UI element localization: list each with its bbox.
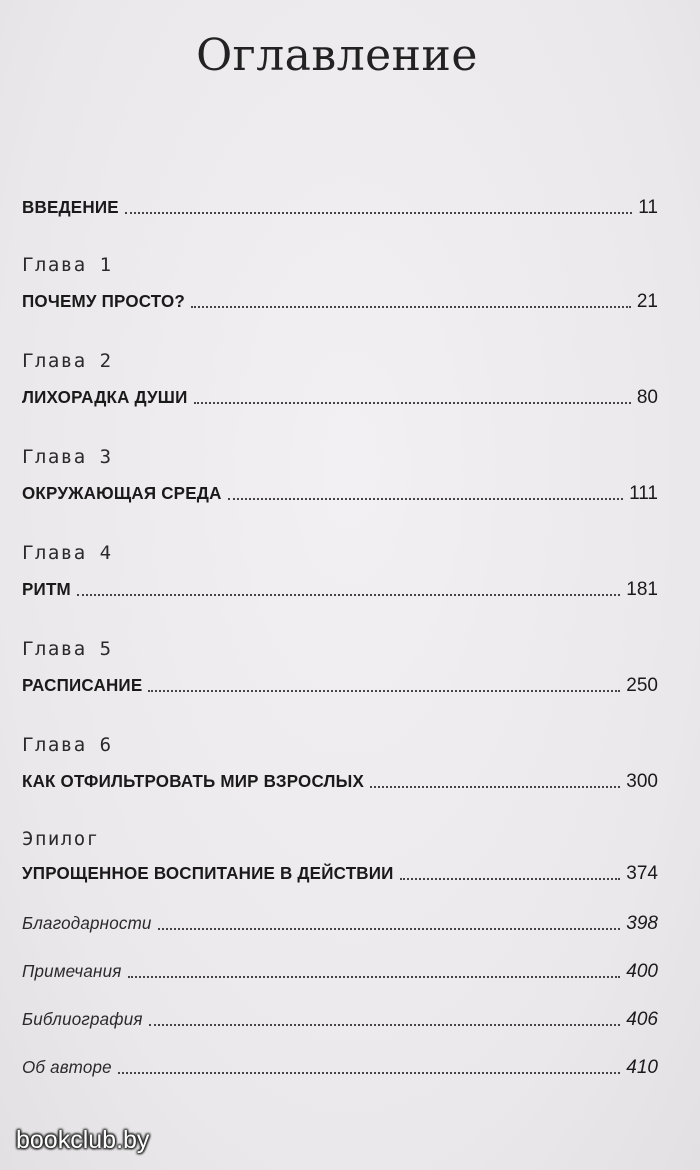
- toc-entry-title: РИТМ: [22, 579, 71, 600]
- dot-leader: [194, 401, 631, 404]
- dot-leader: [77, 593, 620, 596]
- toc-entry-page: 111: [629, 483, 658, 504]
- toc-entry-page: 181: [626, 579, 658, 600]
- dot-leader: [400, 877, 621, 880]
- chapter-label: Глава 1: [22, 254, 113, 276]
- toc-entry-chapter-1[interactable]: [22, 286, 658, 312]
- dot-leader: [148, 689, 620, 692]
- chapter-label: Глава 2: [22, 350, 113, 372]
- dot-leader: [158, 927, 621, 930]
- toc-entry-page: 11: [638, 197, 658, 218]
- toc-entry-title: КАК ОТФИЛЬТРОВАТЬ МИР ВЗРОСЛЫХ: [22, 771, 365, 792]
- toc-entry-title: ОКРУЖАЮЩАЯ СРЕДА: [22, 483, 222, 504]
- epilogue-label: Эпилог: [22, 828, 100, 850]
- dot-leader: [191, 305, 631, 308]
- toc-entry-title: Об авторе: [22, 1057, 112, 1078]
- toc-entry-title: ЛИХОРАДКА ДУШИ: [22, 387, 188, 408]
- dot-leader: [370, 785, 620, 788]
- chapter-label: Глава 5: [22, 638, 113, 660]
- toc-entry-chapter-2[interactable]: [22, 382, 658, 408]
- toc-entry-chapter-4[interactable]: [22, 574, 658, 600]
- toc-entry-title: ВВЕДЕНИЕ: [22, 197, 119, 218]
- dot-leader: [125, 211, 632, 214]
- toc-entry-page: 300: [626, 771, 658, 792]
- toc-entry-page: 374: [626, 863, 658, 884]
- watermark: bookclub.by: [16, 1126, 150, 1154]
- toc-entry-page: 21: [636, 291, 658, 312]
- page-title: Оглавление: [196, 30, 478, 81]
- dot-leader: [149, 1023, 621, 1026]
- toc-entry-chapter-6[interactable]: [22, 766, 658, 792]
- toc-entry-chapter-5[interactable]: [22, 670, 658, 696]
- toc-entry-chapter-3[interactable]: [22, 478, 658, 504]
- toc-entry-page: 398: [626, 913, 658, 934]
- toc-entry-epilogue[interactable]: [22, 858, 658, 884]
- toc-entry-title: Библиография: [22, 1009, 143, 1030]
- chapter-label: Глава 3: [22, 446, 113, 468]
- toc-entry-title: ПОЧЕМУ ПРОСТО?: [22, 291, 185, 312]
- chapter-label: Глава 6: [22, 734, 113, 756]
- toc-entry-bibliography[interactable]: [22, 1004, 658, 1030]
- toc-entry-introduction[interactable]: [22, 192, 658, 218]
- toc-entry-page: 400: [626, 961, 658, 982]
- toc-entry-page: 410: [626, 1057, 658, 1078]
- chapter-label: Глава 4: [22, 542, 113, 564]
- dot-leader: [118, 1071, 621, 1074]
- toc-entry-acknowledgments[interactable]: [22, 908, 658, 934]
- toc-entry-page: 250: [626, 675, 658, 696]
- dot-leader: [128, 975, 621, 978]
- toc-entry-notes[interactable]: [22, 956, 658, 982]
- toc-entry-title: Примечания: [22, 961, 122, 982]
- toc-entry-title: Благодарности: [22, 913, 152, 934]
- dot-leader: [228, 497, 624, 500]
- toc-entry-page: 80: [636, 387, 658, 408]
- toc-entry-page: 406: [626, 1009, 658, 1030]
- toc-entry-title: РАСПИСАНИЕ: [22, 675, 143, 696]
- toc-entry-title: УПРОЩЕННОЕ ВОСПИТАНИЕ В ДЕЙСТВИИ: [22, 863, 394, 884]
- toc-entry-about-author[interactable]: [22, 1052, 658, 1078]
